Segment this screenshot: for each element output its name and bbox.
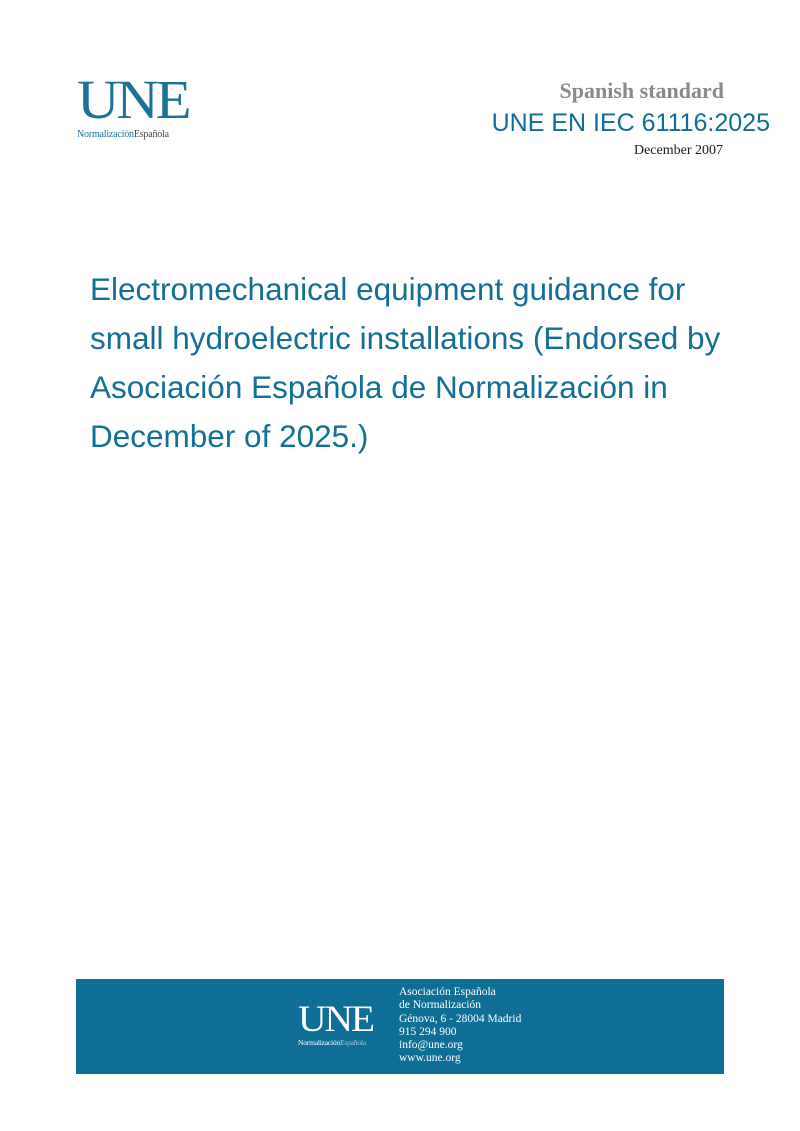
footer-website: www.une.org [399, 1052, 461, 1065]
footer-street-address: Génova, 6 - 28004 Madrid [399, 1012, 522, 1025]
standard-code: UNE EN IEC 61116:2025 [491, 109, 770, 137]
standard-type: Spanish standard [559, 78, 724, 103]
une-logo [77, 69, 192, 141]
footer-org-name-line1: Asociación Española [399, 986, 496, 998]
standard-date: December 2007 [633, 143, 723, 158]
footer-email: info@une.org [399, 1039, 463, 1052]
footer-address [399, 986, 521, 1066]
document-title: Electromechanical equipment guidance for small hydroelectric installations (Endorsed by Asociación Española de Normalización in December of 2025.) [90, 271, 721, 454]
logo-tagline-espanola: Española [133, 129, 169, 140]
logo-tagline-normalizacion: Normalización [77, 129, 134, 140]
standard-header [491, 78, 770, 160]
footer-logo-tagline-espanola: Española [339, 1038, 366, 1047]
logo-tagline [77, 129, 192, 141]
logo-wordmark: UNE [77, 69, 189, 130]
footer-une-logo [298, 999, 378, 1047]
footer-bar [76, 979, 724, 1074]
footer-logo-wordmark: UNE [298, 999, 373, 1040]
footer-phone: 915 294 900 [399, 1025, 457, 1038]
footer-org-name-line2: de Normalización [399, 999, 482, 1012]
footer-logo-tagline-normalizacion: Normalización [298, 1038, 340, 1047]
